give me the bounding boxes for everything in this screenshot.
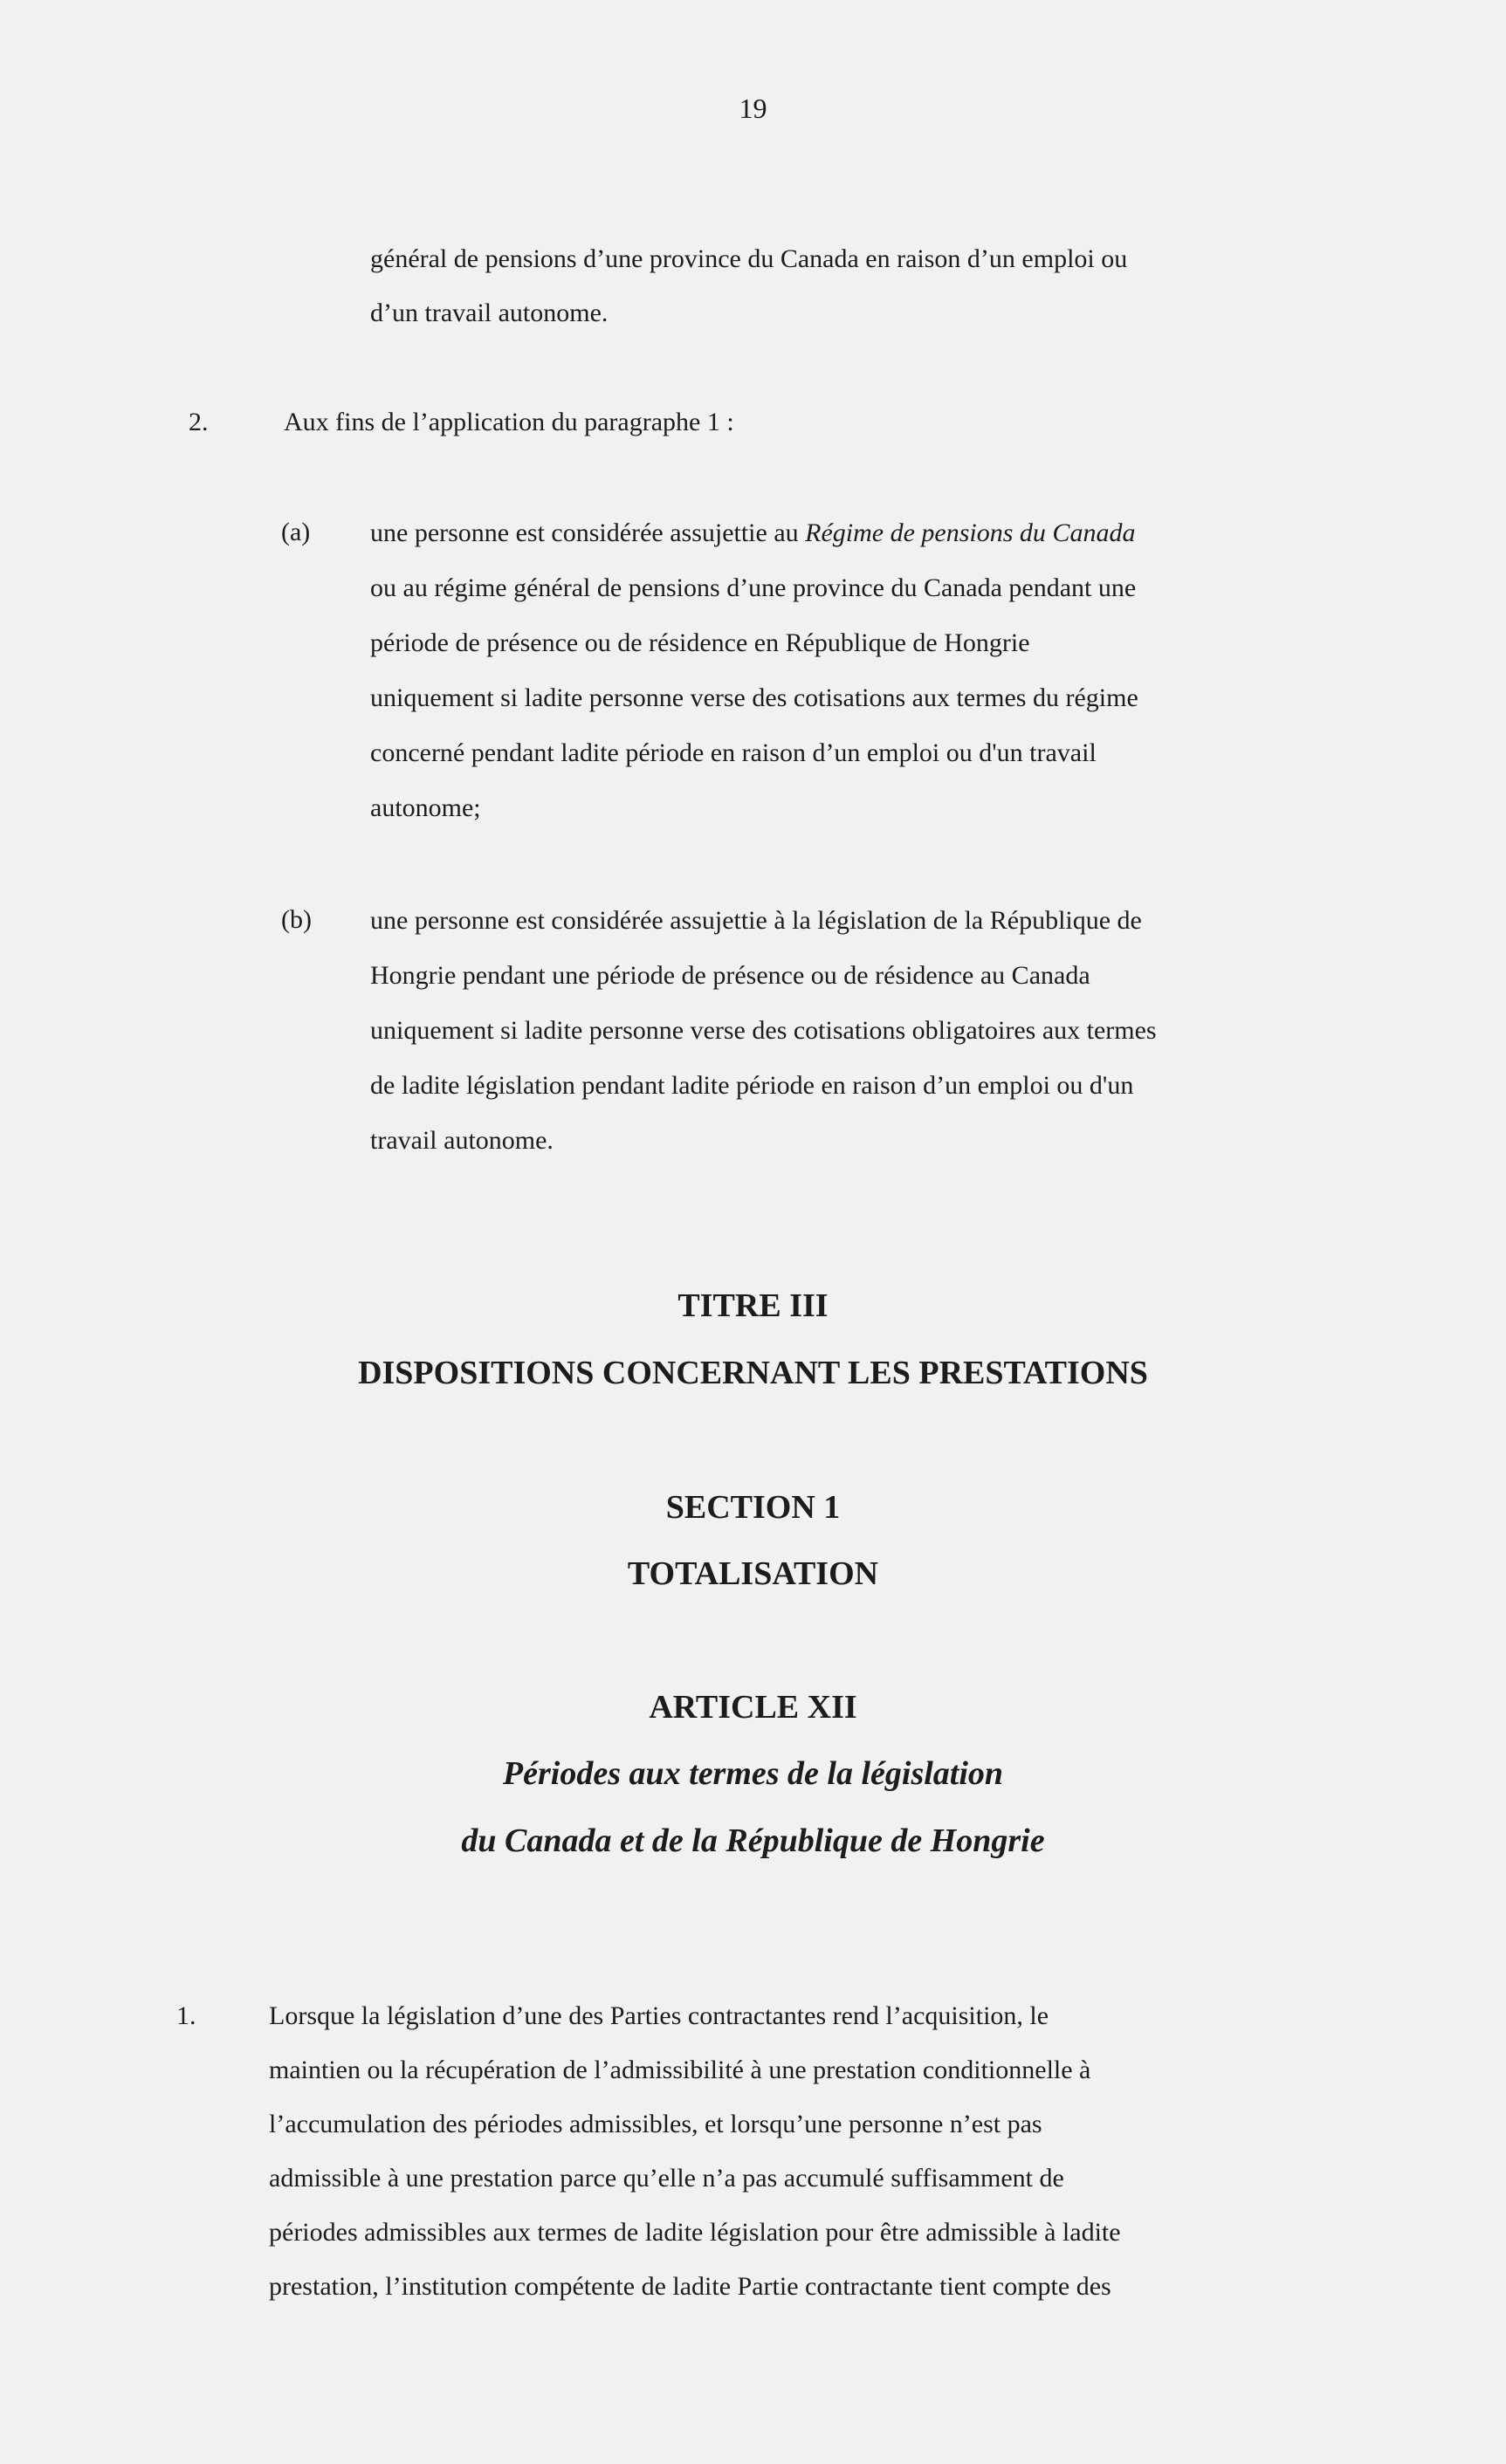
item-a-text bbox=[370, 505, 1138, 835]
paragraph-number: 1. bbox=[176, 2001, 196, 2030]
paragraph-number: 2. bbox=[189, 408, 209, 436]
item-b-text bbox=[370, 893, 1157, 1168]
intro-paragraph bbox=[370, 232, 1127, 340]
text-line: admissible à une prestation parce qu’elle n’a pas accumulé suffisamment de bbox=[269, 2164, 1064, 2193]
article-heading: ARTICLE XII bbox=[649, 1689, 857, 1726]
italic-text: Régime de pensions du Canada bbox=[805, 518, 1136, 547]
text-line: ou au régime général de pensions d’une province du Canada pendant une bbox=[370, 573, 1137, 602]
title-heading: TITRE III bbox=[677, 1287, 829, 1324]
text-line: prestation, l’institution compétente de ladite Partie contractante tient compte des bbox=[269, 2272, 1111, 2301]
section-subheading: TOTALISATION bbox=[627, 1555, 879, 1592]
text-line: Hongrie pendant une période de présence ou de résidence au Canada bbox=[370, 961, 1090, 990]
paragraph-1-text bbox=[269, 1989, 1121, 2314]
item-label-a: (a) bbox=[281, 518, 311, 546]
text-line: une personne est considérée assujettie à la législation de la République de bbox=[370, 906, 1142, 935]
paragraph-text: Aux fins de l’application du paragraphe 1 : bbox=[284, 408, 734, 436]
text-line: maintien ou la récupération de l’admissibilité à une prestation conditionnelle à bbox=[269, 2056, 1091, 2084]
text-line: de ladite législation pendant ladite période en raison d’un emploi ou d'un bbox=[370, 1071, 1134, 1100]
article-subheading: Périodes aux termes de la législation bbox=[502, 1755, 1004, 1792]
article-subheading: du Canada et de la République de Hongrie bbox=[461, 1822, 1045, 1859]
text-line: concerné pendant ladite période en raison d’un emploi ou d'un travail bbox=[370, 738, 1097, 767]
text-line: uniquement si ladite personne verse des cotisations aux termes du régime bbox=[370, 683, 1138, 712]
text-line: d’un travail autonome. bbox=[370, 299, 609, 327]
text-line: uniquement si ladite personne verse des cotisations obligatoires aux termes bbox=[370, 1016, 1157, 1045]
text-line: l’accumulation des périodes admissibles, et lorsqu’une personne n’est pas bbox=[269, 2110, 1042, 2138]
section-heading: SECTION 1 bbox=[665, 1489, 841, 1526]
text-line: travail autonome. bbox=[370, 1126, 554, 1155]
item-label-b: (b) bbox=[281, 905, 312, 934]
text-line: Lorsque la législation d’une des Parties contractantes rend l’acquisition, le bbox=[269, 2001, 1049, 2030]
page-number: 19 bbox=[739, 93, 767, 124]
text-line bbox=[370, 505, 1138, 560]
text-line: autonome; bbox=[370, 793, 481, 822]
text-segment: une personne est considérée assujettie au bbox=[370, 518, 806, 547]
title-subheading: DISPOSITIONS CONCERNANT LES PRESTATIONS bbox=[358, 1355, 1148, 1391]
text-line: périodes admissibles aux termes de ladite législation pour être admissible à ladite bbox=[269, 2218, 1121, 2247]
text-line: général de pensions d’une province du Canada en raison d’un emploi ou bbox=[370, 244, 1128, 273]
text-line: période de présence ou de résidence en République de Hongrie bbox=[370, 628, 1030, 657]
